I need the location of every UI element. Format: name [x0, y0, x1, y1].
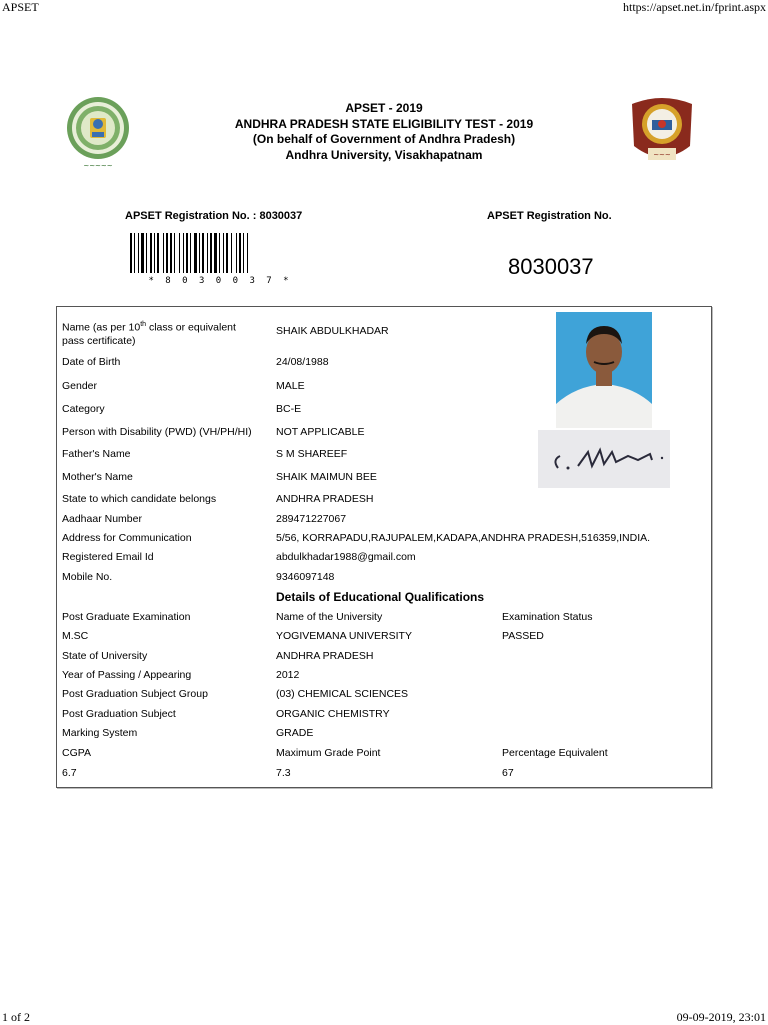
- barcode-bar: [214, 233, 217, 273]
- candidate-photo: [556, 312, 652, 428]
- barcode-bar: [247, 233, 248, 273]
- candidate-field-value: ANDHRA PRADESH: [276, 493, 374, 505]
- barcode-bar: [154, 233, 155, 273]
- barcode-bar: [236, 233, 237, 273]
- candidate-field-label: Mother's Name: [62, 471, 133, 483]
- print-footer-datetime: 09-09-2019, 23:01: [676, 1010, 766, 1024]
- barcode-bar: [174, 233, 175, 273]
- barcode-bar: [130, 233, 132, 273]
- registration-label-right: APSET Registration No.: [487, 210, 612, 222]
- education-field-label: Post Graduation Subject Group: [62, 688, 208, 700]
- education-field-value: ANDHRA PRADESH: [276, 650, 374, 662]
- barcode-bar: [243, 233, 244, 273]
- status-value: PASSED: [502, 630, 544, 642]
- registration-label-left: APSET Registration No. : 8030037: [125, 210, 303, 222]
- candidate-field-label: Address for Communication: [62, 532, 192, 544]
- barcode-bar: [183, 233, 184, 273]
- exam-subtitle: ANDHRA PRADESH STATE ELIGIBILITY TEST - 2019: [234, 116, 534, 131]
- barcode-bar: [150, 233, 152, 273]
- candidate-field-value: 5/56, KORRAPADU,RAJUPALEM,KADAPA,ANDHRA PRADESH,516359,INDIA.: [276, 532, 651, 544]
- registration-number: 8030037: [508, 254, 594, 279]
- cgpa-label: CGPA: [62, 747, 91, 759]
- barcode-bar: [157, 233, 159, 273]
- barcode-bar: [210, 233, 212, 273]
- svg-text:~~~~~: ~~~~~: [83, 162, 113, 170]
- education-field-value: (03) CHEMICAL SCIENCES: [276, 688, 409, 700]
- candidate-field-label: Person with Disability (PWD) (VH/PH/HI): [62, 426, 252, 438]
- university-label: Name of the University: [276, 611, 383, 623]
- barcode-bar: [219, 233, 220, 273]
- print-footer-page: 1 of 2: [2, 1010, 30, 1024]
- education-field-value: GRADE: [276, 727, 314, 739]
- barcode-bar: [170, 233, 172, 273]
- barcode-bar: [138, 233, 139, 273]
- barcode-bar: [190, 233, 191, 273]
- barcode-bar: [223, 233, 224, 273]
- name-label: Name (as per 10th class or equivalent pass certificate): [62, 321, 236, 347]
- barcode-bar: [186, 233, 188, 273]
- cgpa-value: 6.7: [62, 767, 77, 779]
- barcode-bar: [146, 233, 147, 273]
- barcode-bar: [202, 233, 204, 273]
- exam-behalf: (On behalf of Government of Andhra Pradesh): [252, 132, 516, 146]
- candidate-field-value: 289471227067: [276, 513, 347, 525]
- barcode-bar: [134, 233, 135, 273]
- education-field-label: Year of Passing / Appearing: [62, 669, 192, 681]
- barcode-bar: [207, 233, 208, 273]
- ap-state-emblem-icon: [66, 94, 130, 172]
- candidate-field-value: S M SHAREEF: [276, 448, 348, 460]
- candidate-field-label: Father's Name: [62, 448, 131, 460]
- registration-barcode: [128, 233, 312, 285]
- candidate-field-value: BC-E: [276, 403, 302, 415]
- exam-institution: Andhra University, Visakhapatnam: [285, 147, 483, 162]
- svg-text:~~~: ~~~: [653, 151, 671, 159]
- university-value: YOGIVEMANA UNIVERSITY: [276, 630, 412, 642]
- barcode-text: * 8 0 3 0 0 3 7 *: [148, 276, 292, 285]
- barcode-bar: [231, 233, 232, 273]
- andhra-university-seal-icon: [624, 94, 700, 168]
- max-grade-label: Maximum Grade Point: [276, 747, 381, 759]
- candidate-field-value: SHAIK MAIMUN BEE: [276, 471, 377, 483]
- pg-exam-value: M.SC: [62, 630, 89, 642]
- print-header-title: APSET: [2, 0, 39, 14]
- education-field-label: State of University: [62, 650, 148, 662]
- percentage-value: 67: [502, 767, 514, 779]
- candidate-field-value: 24/08/1988: [276, 356, 329, 368]
- barcode-bar: [199, 233, 200, 273]
- candidate-field-value: abdulkhadar1988@gmail.com: [276, 551, 416, 563]
- education-heading: Details of Educational Qualifications: [276, 590, 485, 604]
- percentage-label: Percentage Equivalent: [502, 747, 608, 759]
- candidate-field-value: MALE: [276, 380, 305, 392]
- exam-title: APSET - 2019: [345, 101, 423, 115]
- barcode-bar: [239, 233, 241, 273]
- max-grade-value: 7.3: [276, 767, 291, 779]
- barcode-bar: [194, 233, 197, 273]
- candidate-field-label: Registered Email Id: [62, 551, 154, 563]
- education-field-value: 2012: [276, 669, 300, 681]
- candidate-field-label: State to which candidate belongs: [62, 493, 217, 505]
- barcode-bar: [166, 233, 168, 273]
- education-field-value: ORGANIC CHEMISTRY: [276, 708, 390, 720]
- barcode-bar: [141, 233, 144, 273]
- education-field-label: Post Graduation Subject: [62, 708, 176, 720]
- title-block: [180, 101, 588, 163]
- print-header-url: https://apset.net.in/fprint.aspx: [623, 0, 766, 14]
- barcode-bar: [226, 233, 228, 273]
- name-value: SHAIK ABDULKHADAR: [276, 325, 389, 337]
- barcode-bar: [179, 233, 180, 273]
- education-field-label: Marking System: [62, 727, 138, 739]
- pg-exam-label: Post Graduate Examination: [62, 611, 191, 623]
- candidate-field-value: NOT APPLICABLE: [276, 426, 365, 438]
- candidate-field-label: Gender: [62, 380, 98, 392]
- candidate-field-label: Category: [62, 403, 105, 415]
- candidate-signature: [538, 430, 670, 488]
- candidate-field-label: Mobile No.: [62, 571, 113, 583]
- barcode-bar: [163, 233, 164, 273]
- candidate-field-label: Date of Birth: [62, 356, 121, 368]
- candidate-field-label: Aadhaar Number: [62, 513, 142, 525]
- candidate-field-value: 9346097148: [276, 571, 335, 583]
- status-label: Examination Status: [502, 611, 593, 623]
